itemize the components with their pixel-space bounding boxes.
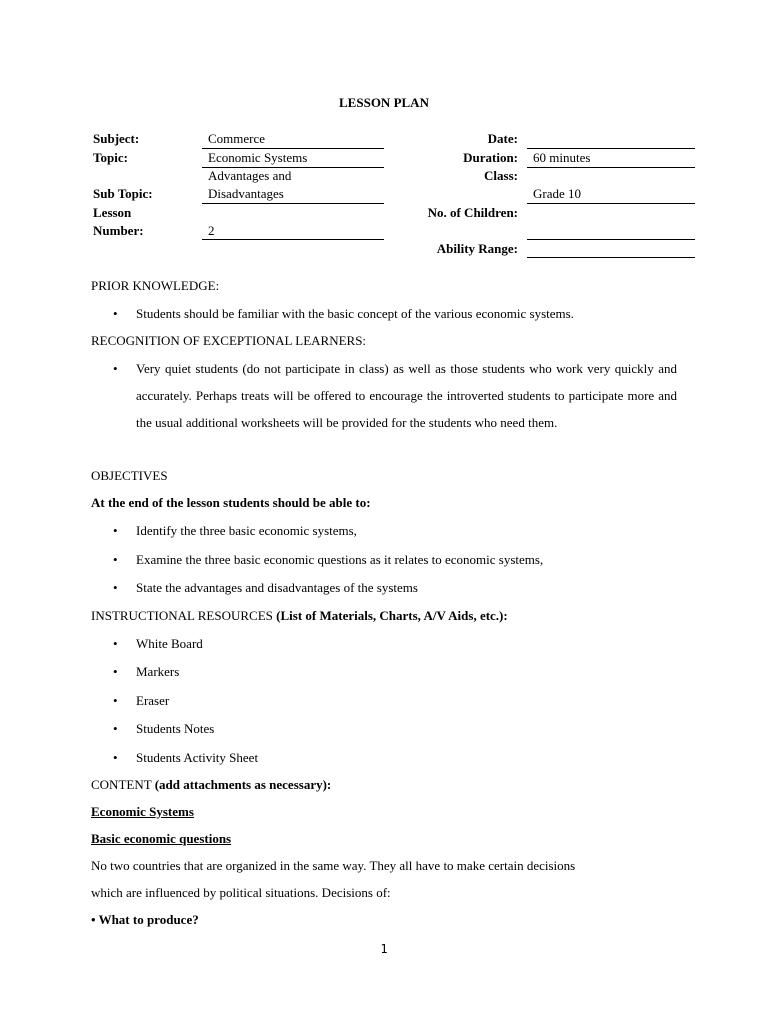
bullet-icon: • (113, 361, 118, 376)
resource-item: Students Activity Sheet (136, 750, 259, 765)
resource-item: Eraser (136, 693, 170, 708)
subtopic-label: Sub Topic: (93, 186, 153, 201)
resources-heading (91, 608, 508, 624)
ability-underline (527, 257, 695, 258)
objectives-subheading: At the end of the lesson students should be able to: (91, 495, 371, 510)
duration-underline (527, 167, 695, 168)
children-label: No. of Children: (427, 205, 518, 220)
resource-item: Students Notes (136, 721, 215, 736)
subject-value: Commerce (208, 131, 266, 146)
resources-heading-detail: (List of Materials, Charts, A/V Aids, etc.): (276, 608, 508, 623)
bullet-icon: • (113, 750, 118, 765)
children-underline (527, 239, 695, 240)
question-item: • What to produce? (91, 912, 199, 927)
date-underline (527, 148, 695, 149)
resource-item: Markers (136, 664, 180, 679)
bullet-icon: • (113, 693, 118, 708)
content-paragraph-line1: No two countries that are organized in the same way. They all have to make certain decisions (91, 858, 576, 873)
content-heading-detail: (add attachments as necessary): (154, 777, 332, 792)
ability-label: Ability Range: (436, 241, 518, 256)
duration-label: Duration: (463, 150, 518, 165)
lesson-label-line1: Lesson (93, 205, 132, 220)
bullet-icon: • (113, 636, 118, 651)
content-heading (91, 777, 331, 793)
recognition-heading: RECOGNITION OF EXCEPTIONAL LEARNERS: (91, 333, 367, 348)
objectives-heading: OBJECTIVES (91, 468, 168, 483)
content-heading-main: CONTENT (91, 777, 155, 792)
lesson-value: 2 (208, 223, 215, 238)
document-title: LESSON PLAN (339, 95, 429, 110)
subject-label: Subject: (93, 131, 140, 146)
section-economic-systems: Economic Systems (91, 804, 194, 819)
objective-item: Identify the three basic economic systems, (136, 523, 357, 538)
resource-item: White Board (136, 636, 203, 651)
bullet-icon: • (113, 721, 118, 736)
bullet-icon: • (113, 580, 118, 595)
date-label: Date: (487, 131, 518, 146)
page-number: 1 (380, 942, 388, 956)
objective-item: Examine the three basic economic questions as it relates to economic systems, (136, 552, 544, 567)
objective-item: State the advantages and disadvantages of the systems (136, 580, 418, 595)
bullet-icon: • (113, 664, 118, 679)
bullet-icon: • (113, 523, 118, 538)
subject-underline (202, 148, 384, 149)
content-paragraph-line2: which are influenced by political situations. Decisions of: (91, 885, 391, 900)
class-underline (527, 203, 695, 204)
subtopic-value-line2: Disadvantages (208, 186, 284, 201)
topic-value: Economic Systems (208, 150, 308, 165)
class-value: Grade 10 (533, 186, 582, 201)
subtopic-value-line1: Advantages and (208, 168, 292, 183)
section-basic-questions: Basic economic questions (91, 831, 232, 846)
prior-knowledge-item: Students should be familiar with the basic concept of the various economic systems. (136, 306, 574, 321)
lesson-underline (202, 239, 384, 240)
bullet-icon: • (113, 552, 118, 567)
bullet-icon: • (113, 306, 118, 321)
duration-value: 60 minutes (533, 150, 591, 165)
resources-heading-main: INSTRUCTIONAL RESOURCES (91, 608, 277, 623)
subtopic-underline (202, 203, 384, 204)
class-label: Class: (484, 168, 518, 183)
prior-knowledge-heading: PRIOR KNOWLEDGE: (91, 278, 220, 293)
topic-label: Topic: (93, 150, 128, 165)
recognition-text: Very quiet students (do not participate in class) as well as those students who work very quickly and accurately. Perhaps treats will be offered to encourage the introverted students to participate more and the usual additional worksheets will be provided for the students who need them. (136, 361, 677, 430)
lesson-label-line2: Number: (93, 223, 144, 238)
